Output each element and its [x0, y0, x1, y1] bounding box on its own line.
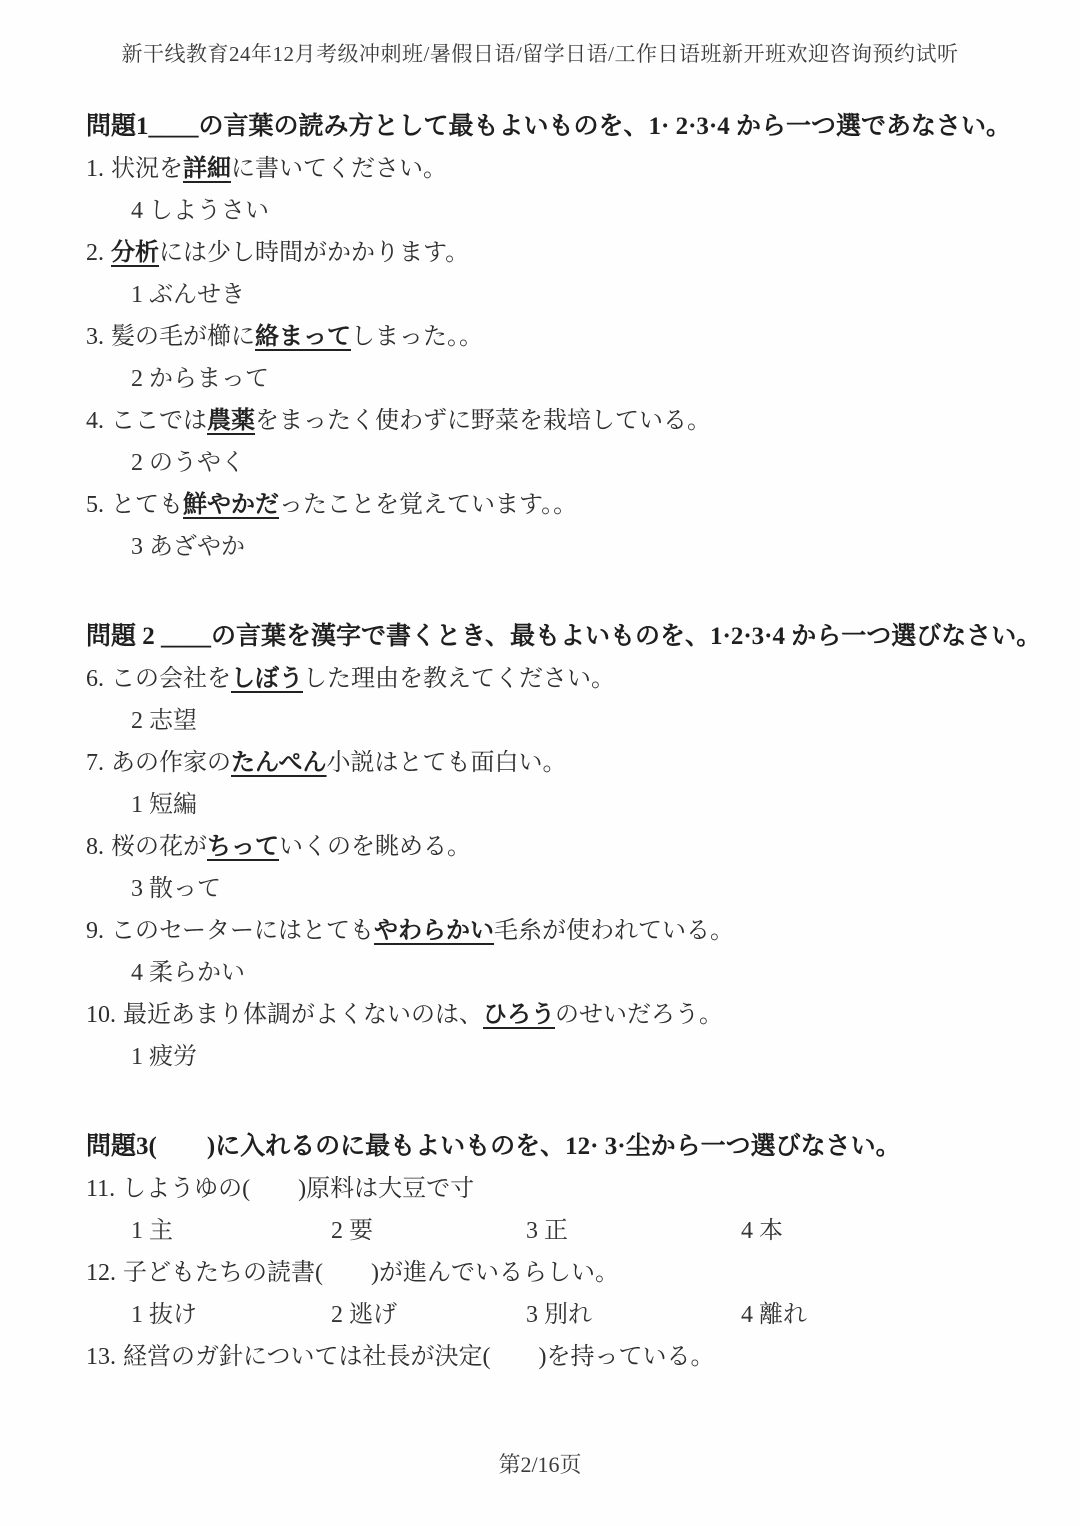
question-pre: あの作家の	[111, 750, 231, 776]
question-number: 6.	[86, 666, 104, 692]
underlined-word: ひろう	[483, 1002, 555, 1028]
options-row-12	[86, 1294, 1030, 1336]
question-line-2	[86, 232, 1030, 274]
question-pre: 状況を	[111, 156, 183, 182]
question-line-6	[86, 658, 1030, 700]
question-line-9	[86, 910, 1030, 952]
option-item: 3 正	[526, 1218, 568, 1244]
question-pre: とても	[111, 492, 183, 518]
question-pre: この会社を	[111, 666, 231, 692]
question-line-7	[86, 742, 1030, 784]
section-heading: 問題3( )に入れるのに最もよいものを、12· 3·尘から一つ選びなさい。	[86, 1133, 901, 1160]
section-spacer	[86, 1078, 1030, 1126]
question-line-8	[86, 826, 1030, 868]
underlined-word: 分析	[111, 240, 159, 266]
answer-line-5: 3 あざやか	[131, 534, 245, 560]
question-pre: このセーターにはとても	[111, 918, 375, 944]
question-post: をまったく使わずに野菜を栽培している。	[255, 408, 711, 434]
underlined-word: 農薬	[207, 408, 255, 434]
section-heading: 問題 2 ____の言葉を漢字で書くとき、最もよいものを、1·2·3·4 から一つ選びなさい。	[86, 623, 1042, 650]
option-item: 2 要	[331, 1218, 373, 1244]
question-pre: ここでは	[111, 408, 207, 434]
answer-line-2: 1 ぶんせき	[131, 282, 245, 308]
question-post: に書いてください。	[231, 156, 447, 182]
document-content	[86, 106, 1042, 1378]
underlined-word: 絡まって	[255, 324, 351, 350]
question-number: 11.	[86, 1176, 116, 1202]
header-banner: 新干线教育24年12月考级冲刺班/暑假日语/留学日语/工作日语班新开班欢迎咨询预约试听	[121, 42, 959, 66]
option-item: 4 離れ	[741, 1302, 807, 1328]
section-mondai-3	[86, 1126, 1030, 1378]
question-pre: 髪の毛が櫛に	[111, 324, 255, 350]
underlined-word: 鮮やかだ	[183, 492, 279, 518]
option-item: 1 抜け	[131, 1302, 197, 1328]
answer-line-9: 4 柔らかい	[131, 960, 245, 986]
question-number: 13.	[86, 1344, 116, 1370]
question-number: 7.	[86, 750, 104, 776]
question-post: 毛糸が使われている。	[494, 918, 735, 944]
answer-line-3: 2 からまって	[131, 366, 269, 392]
answer-line-10: 1 疲労	[131, 1044, 197, 1070]
question-number: 2.	[86, 240, 104, 266]
option-item: 4 本	[741, 1218, 783, 1244]
answer-line-6: 2 志望	[131, 708, 197, 734]
question-text: 経営のガ針については社長が決定( )を持っている。	[123, 1344, 715, 1370]
question-line-5	[86, 484, 1030, 526]
question-line-12	[86, 1252, 1030, 1294]
underlined-word: やわらかい	[374, 918, 495, 944]
question-line-4	[86, 400, 1030, 442]
answer-line-1: 4 しようさい	[131, 198, 269, 224]
question-number: 5.	[86, 492, 104, 518]
question-post: した理由を教えてください。	[303, 666, 615, 692]
underlined-word: たんぺん	[231, 750, 327, 776]
options-row-11	[86, 1210, 1030, 1252]
question-line-13	[86, 1336, 1030, 1378]
question-line-1	[86, 148, 1030, 190]
question-number: 10.	[86, 1002, 116, 1028]
question-post: 小説はとても面白い。	[326, 750, 567, 776]
option-item: 2 逃げ	[331, 1302, 397, 1328]
question-post: には少し時間がかかります。	[159, 240, 470, 266]
question-text: しようゆの( )原料は大豆で寸	[122, 1176, 475, 1202]
answer-line-7: 1 短編	[131, 792, 197, 818]
question-pre: 桜の花が	[111, 834, 207, 860]
question-number: 9.	[86, 918, 104, 944]
question-number: 4.	[86, 408, 104, 434]
section-spacer	[86, 568, 1030, 616]
option-item: 3 別れ	[526, 1302, 592, 1328]
section-mondai-1	[86, 106, 1030, 568]
question-line-11	[86, 1168, 1030, 1210]
question-line-3	[86, 316, 1030, 358]
question-post: のせいだろう。	[555, 1002, 723, 1028]
question-number: 8.	[86, 834, 104, 860]
answer-line-4: 2 のうやく	[131, 450, 245, 476]
question-number: 1.	[86, 156, 104, 182]
section-heading: 問題1____の言葉の読み方として最もよいものを、1· 2·3·4 から一つ選であなさい。	[86, 113, 1012, 140]
question-text: 子どもたちの読書( )が進んでいるらしい。	[123, 1260, 619, 1286]
underlined-word: ちって	[207, 834, 279, 860]
underlined-word: しぼう	[231, 666, 303, 692]
option-item: 1 主	[131, 1218, 173, 1244]
question-post: ったことを覚えています。。	[279, 492, 578, 518]
underlined-word: 詳細	[183, 156, 231, 182]
page-footer: 第2/16页	[498, 1452, 582, 1477]
question-post: しまった。。	[351, 324, 483, 350]
question-number: 12.	[86, 1260, 116, 1286]
question-pre: 最近あまり体調がよくないのは、	[123, 1002, 483, 1028]
question-number: 3.	[86, 324, 104, 350]
question-line-10	[86, 994, 1030, 1036]
question-post: いくのを眺める。	[279, 834, 471, 860]
answer-line-8: 3 散って	[131, 876, 221, 902]
section-mondai-2	[86, 616, 1042, 1078]
